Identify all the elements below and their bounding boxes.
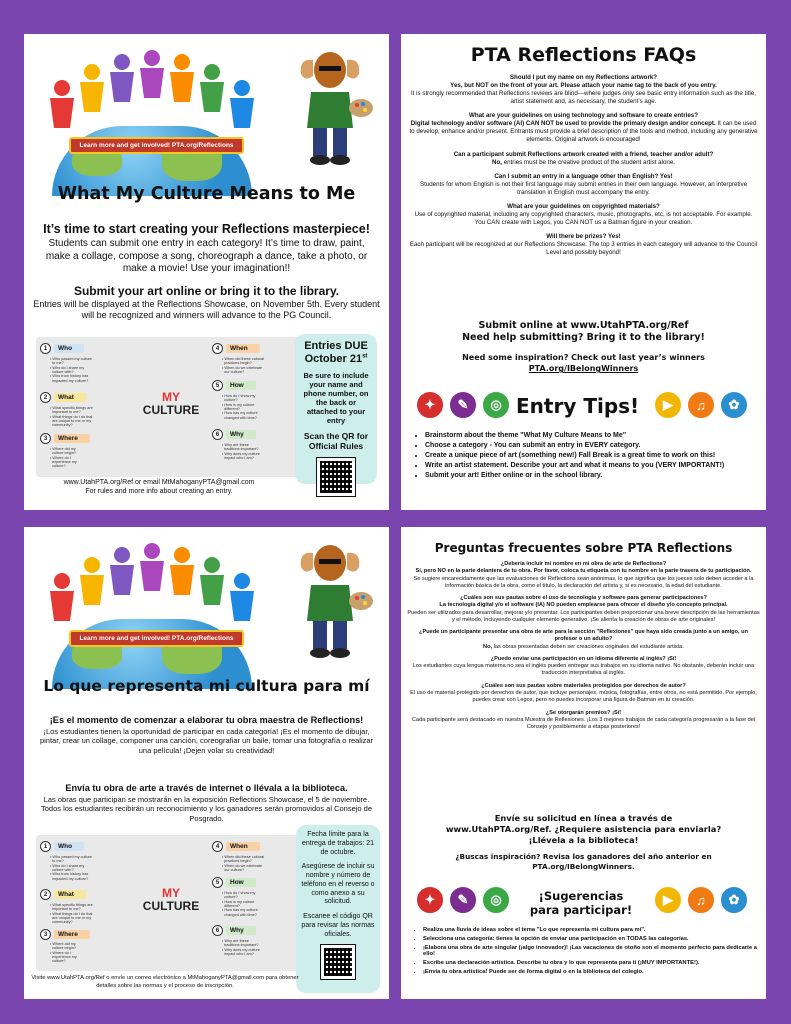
- literature-icon: ✎: [448, 885, 478, 915]
- mind-map-where-questions: • Where did my culture begin? • Where do I experience my culture?: [50, 447, 77, 469]
- faq-item: ¿Puedo enviar una participación en un idioma diferente al inglés? ¡Sí! Los estudiantes cuya lengua materna no sea el inglés pueden entregar sus trabajos en su idioma nativo. No obstante, deberán incluir una traducción interpretativa al inglés.: [412, 655, 755, 677]
- faq-item: Can a participant submit Reflections artwork created with a friend, teacher and/or adult? No, entries must be the creative product of the student artist alone.: [453, 150, 714, 166]
- tip-item: • ¡Envía tu obra artística! Puede ser de forma digital o en la biblioteca del colegio.: [423, 969, 758, 975]
- due-date-box: [295, 334, 377, 484]
- submit-text: Las obras que participan se mostrarán en la exposición Reflections Showcase, el 5 de noviembre. Todos los estudiantes recibirán un reconocimiento y los ganadores serán promovidos al Consejo de Posgrado.: [40, 795, 373, 823]
- faq-english: [401, 34, 766, 510]
- dance-icon: ✦: [415, 390, 445, 420]
- music-icon: ♫: [686, 885, 716, 915]
- faq-item: ¿Puede un participante presentar una obra de arte para la sección "Reflexiones" que haya sido creada junto a un amigo, un profesor o un adulto? No, las obras presentadas deben ser creaciones originales del estudiante artista.: [419, 629, 748, 650]
- intro-heading: ¡Es el momento de comenzar a elaborar tu obra maestra de Reflections!: [49, 715, 364, 725]
- winners-link[interactable]: PTA.org/IBelongWinners.: [532, 862, 635, 872]
- mind-map-who: 1 Who: [40, 343, 84, 354]
- culture-mind-map: [36, 337, 306, 477]
- mind-map-who: 1 Who: [40, 841, 84, 852]
- tip-item: • Submit your art! Either online or in the school library.: [425, 472, 758, 479]
- faq-item: Should I put my name on my Reflections artwork? Yes, but NOT on the front of your art. Please attach your name tag to the back of you entry. It is strongly recommended that Reflections reviews are blind—where judges only see basic entry information such as the title, artist statement and, as necessary, the student’s age.: [411, 74, 756, 106]
- tip-item: • ¡Elabora una obra de arte singular (¡algo innovador)! ¡Las vacaciones de otoño son el momento perfecto para dedicarte a ello!: [423, 945, 758, 957]
- winners-link[interactable]: PTA.org/IBelongWinners: [528, 364, 639, 374]
- mind-map-where: 3 Where: [40, 929, 90, 940]
- mind-map-when-questions: • When did these cultural practices begin? • When do we celebrate our culture?: [222, 855, 265, 873]
- ram-mascot-illustration: [285, 535, 375, 665]
- mind-map-when-questions: • When did these cultural practices begin? • When do we celebrate our culture?: [222, 357, 265, 375]
- ram-mascot-illustration: [285, 42, 375, 172]
- due-date-box: [296, 825, 380, 993]
- film-icon: ▶: [653, 885, 683, 915]
- mind-map-how: 5 How: [212, 877, 256, 888]
- faq-item: ¿Debería incluir mi nombre en mi obra de arte de Reflections? Sí, pero NO en la parte delantera de tu obra. Por favor, coloca tu etiqueta con tu nombre en la parte trasera de tu participación. Se sugiere encarecidamente que las evaluaciones de Reflections sean anónimas, lo que significa que los jueces solo deben acceder a la información básica de la obra, como el título, la declaración del artista y, si es necesario, la edad del estudiante.: [413, 561, 754, 589]
- entry-tips-list: [425, 432, 758, 482]
- mind-map-why-questions: • Why are these traditions important? • Why does my culture impact who I am?: [222, 443, 260, 461]
- poster-title: Lo que representa mi cultura para mí: [43, 677, 370, 695]
- submit-heading: Submit your art online or bring it to the library.: [73, 284, 340, 298]
- tip-item: • Selecciona una categoría: tienes la opción de enviar una participación en TODAS las categorías.: [423, 936, 758, 942]
- qr-caption: Scan the QR for Official Rules: [303, 431, 369, 452]
- mind-map-who-questions: • Who passed my culture to me? • Who do I share my culture with? • Who from history has impacted my culture?: [50, 357, 93, 383]
- film-icon: ▶: [653, 390, 683, 420]
- poster-spanish: [24, 527, 389, 999]
- intro-text: ¡Los estudiantes tienen la oportunidad de participar en cada categoría! ¡Es el momento de dibujar, pintar, crear un collage, componer una canción, coreografiar un baile, tomar una fotografía o realizar una película! ¡Dejen volar su creatividad!: [39, 727, 374, 755]
- due-instructions: Asegúrese de incluir su nombre y número de teléfono en el reverso o como anexo a su solicitud.: [301, 863, 375, 906]
- submit-heading: Envía tu obra de arte a través de internet o llévala a la biblioteca.: [65, 783, 348, 793]
- mind-map-why: 6 Why: [212, 429, 256, 440]
- faq-item: What are your guidelines on using technology and software to create entries? Digital technology and/or software (AI) CAN NOT be used to provide the primary design and/or concept. It can be used to develop, enhance and/or present. Entrants must provide a brief description of the tools and method, including any generative elements. Original artwork is encouraged!: [409, 112, 758, 144]
- paper-people-illustration: [42, 539, 272, 629]
- poster-header-art: [24, 527, 389, 677]
- tip-item: • Create a unique piece of art (something new!) Fall Break is a great time to work on this!: [425, 452, 758, 459]
- literature-icon: ✎: [448, 390, 478, 420]
- mind-map-where: 3 Where: [40, 433, 90, 444]
- faq-title: Preguntas frecuentes sobre PTA Reflections: [434, 541, 733, 555]
- mind-map-what-questions: • What specific things are important to me? • What things do I do that are unique to me or my community?: [50, 903, 93, 925]
- mind-map-when: 4 When: [212, 841, 260, 852]
- faq-item: ¿Cuáles son sus pautas sobre materiales protegidos por derechos de autor? El uso de material protegido por derechos de autor, que incluye personajes, música, fotografías, entre otros, no está permitido. Por ejemplo, puedes crear con Legos, pero no puedes incorporar una figura de Batman en tu creación.: [410, 682, 757, 704]
- mind-map-where-questions: • Where did my culture begin? • Where do I experience my culture?: [50, 942, 77, 964]
- culture-mind-map: [36, 835, 306, 971]
- submit-text: Entries will be displayed at the Reflections Showcase, on November 5th. Every student will be recognized and winners will advance to the PG Council.: [33, 299, 380, 321]
- entry-tips-title: Entry Tips!: [516, 394, 640, 418]
- faq-item: ¿Cuáles son sus pautas sobre el uso de tecnología y software para generar participaciones? La tecnología digital y/o el software (IA) NO pueden emplearse para ofrecer el diseño y/o concepto principal. Pueden ser utilizados para desarrollar, mejorar y/o presentar. Los participantes deben proporcionar una breve descripción de las herramientas y el método, incluyendo cualquier elemento generativo. ¡Se alienta la creación de obras de arte originales!: [407, 595, 760, 623]
- faq-list: [409, 74, 758, 257]
- qr-code[interactable]: [317, 458, 355, 496]
- inspiration-info: ¿Buscas inspiración? Revisa los ganadores del año anterior en PTA.org/IBelongWinners.: [401, 852, 766, 872]
- due-date: Fecha límite para la entrega de trabajos: 21 de octubre.: [302, 831, 374, 856]
- tip-item: • Choose a category - You can submit an entry in EVERY category.: [425, 442, 758, 449]
- faq-item: What are your guidelines on copyrighted materials? Use of copyrighted material, including any copyrighted characters, music, photographs, etc, is not acceptable. For example. You CAN create with Legos, you CAN NOT us a Batman figure in your creation.: [414, 202, 753, 226]
- poster-title: What My Culture Means to Me: [57, 184, 356, 204]
- paper-people-illustration: [42, 46, 272, 136]
- tip-item: • Escribe una declaración artística. Describe tu obra y lo que representa para ti (¡MUY IMPORTANTE!).: [423, 960, 758, 966]
- mind-map-why-questions: • Why are these traditions important? • Why does my culture impact who I am?: [222, 939, 260, 957]
- mind-map-when: 4 When: [212, 343, 260, 354]
- submit-info: Envíe su solicitud en línea a través de www.UtahPTA.org/Ref. ¿Requiere asistencia para enviarla? ¡Llévela a la biblioteca!: [445, 813, 722, 845]
- music-icon: ♫: [686, 390, 716, 420]
- footer-contact: Visite www.UtahPTA.org/Ref o envíe un correo electrónico a MtMahoganyPTA@gmail.com para obtener detalles sobre las normas y el proceso de inscripción.: [31, 975, 299, 989]
- visual-arts-icon: ✿: [719, 390, 749, 420]
- learn-more-banner[interactable]: Learn more and get involved! PTA.org/Reflections: [69, 630, 244, 647]
- submit-info: Submit online at www.UtahPTA.org/Ref Need help submitting? Bring it to the library!: [462, 320, 705, 344]
- qr-code[interactable]: [321, 945, 355, 979]
- dance-icon: ✦: [415, 885, 445, 915]
- tip-item: • Write an artist statement. Describe your art and what it means to you (VERY IMPORTANT!): [425, 462, 758, 469]
- mind-map-who-questions: • Who passed my culture to me? • Who do I share my culture with? • Who from history has impacted my culture?: [50, 855, 93, 881]
- photography-icon: ◎: [481, 885, 511, 915]
- learn-more-banner[interactable]: Learn more and get involved! PTA.org/Reflections: [69, 137, 244, 154]
- entry-tips-title: ¡Sugerencias para participar!: [529, 889, 633, 918]
- mind-map-why: 6 Why: [212, 925, 256, 936]
- tip-item: • Brainstorm about the theme "What My Culture Means to Me": [425, 432, 758, 439]
- footer-contact: www.UtahPTA.org/Ref or email MtMahoganyPTA@gmail.com For rules and more info about creating an entry.: [63, 479, 255, 496]
- mind-map-center: MY CULTURE: [142, 390, 200, 418]
- mind-map-center: MY CULTURE: [142, 886, 200, 914]
- faq-spanish: [401, 527, 766, 999]
- faq-title: PTA Reflections FAQs: [470, 44, 697, 66]
- poster-header-art: [24, 34, 389, 184]
- mind-map-how: 5 How: [212, 380, 256, 391]
- tip-item: • Realiza una lluvia de ideas sobre el tema "Lo que representa mi cultura para mí".: [423, 927, 758, 933]
- due-title: Entries DUE October 21st: [304, 340, 368, 365]
- mind-map-how-questions: • How do I show my culture? • How is my culture different? • How has my culture changed with time?: [222, 891, 258, 917]
- mind-map-what-questions: • What specific things are important to me? • What things do I do that are unique to me or my community?: [50, 406, 93, 428]
- qr-caption: Escanee el código QR para revisar las normas oficiales.: [301, 913, 375, 938]
- intro-heading: It’s time to start creating your Reflections masterpiece!: [43, 222, 370, 236]
- faq-list: [407, 561, 760, 731]
- visual-arts-icon: ✿: [719, 885, 749, 915]
- inspiration-info: Need some inspiration? Check out last year’s winners PTA.org/IBelongWinners: [401, 352, 766, 374]
- intro-text: Students can submit one entry in each category! It’s time to draw, paint, make a collage, compose a song, choreograph a dance, take a photo, or make a movie! Use your imagination!!: [45, 238, 368, 274]
- poster-english: [24, 34, 389, 510]
- photography-icon: ◎: [481, 390, 511, 420]
- mind-map-what: 2 What: [40, 889, 86, 900]
- due-instructions: Be sure to include your name and phone number, on the back or attached to your entry: [303, 371, 369, 426]
- faq-item: ¿Se otorgarán premios? ¡Sí! Cada participante será destacado en nuestra Muestra de Reflexiones. ¡Los 3 mejores trabajos de cada categoría progresarán a la fase del Consejo y posiblemente a etapas posteriores!: [411, 709, 756, 731]
- faq-item: Will there be prizes? Yes! Each participant will be recognized at our Reflections Showcase. The top 3 entries in each category will advance to the Council Level and possibly beyond!: [409, 233, 758, 257]
- mind-map-how-questions: • How do I show my culture? • How is my culture different? • How has my culture changed with time?: [222, 394, 258, 420]
- mind-map-what: 2 What: [40, 392, 86, 403]
- entry-tips-list: [423, 927, 758, 978]
- faq-item: Can I submit an entry in a language other than English? Yes! Students for whom English is not their first language may submit entries in their own language. However, an interpretive translation in English must accompany the entry.: [419, 172, 748, 196]
